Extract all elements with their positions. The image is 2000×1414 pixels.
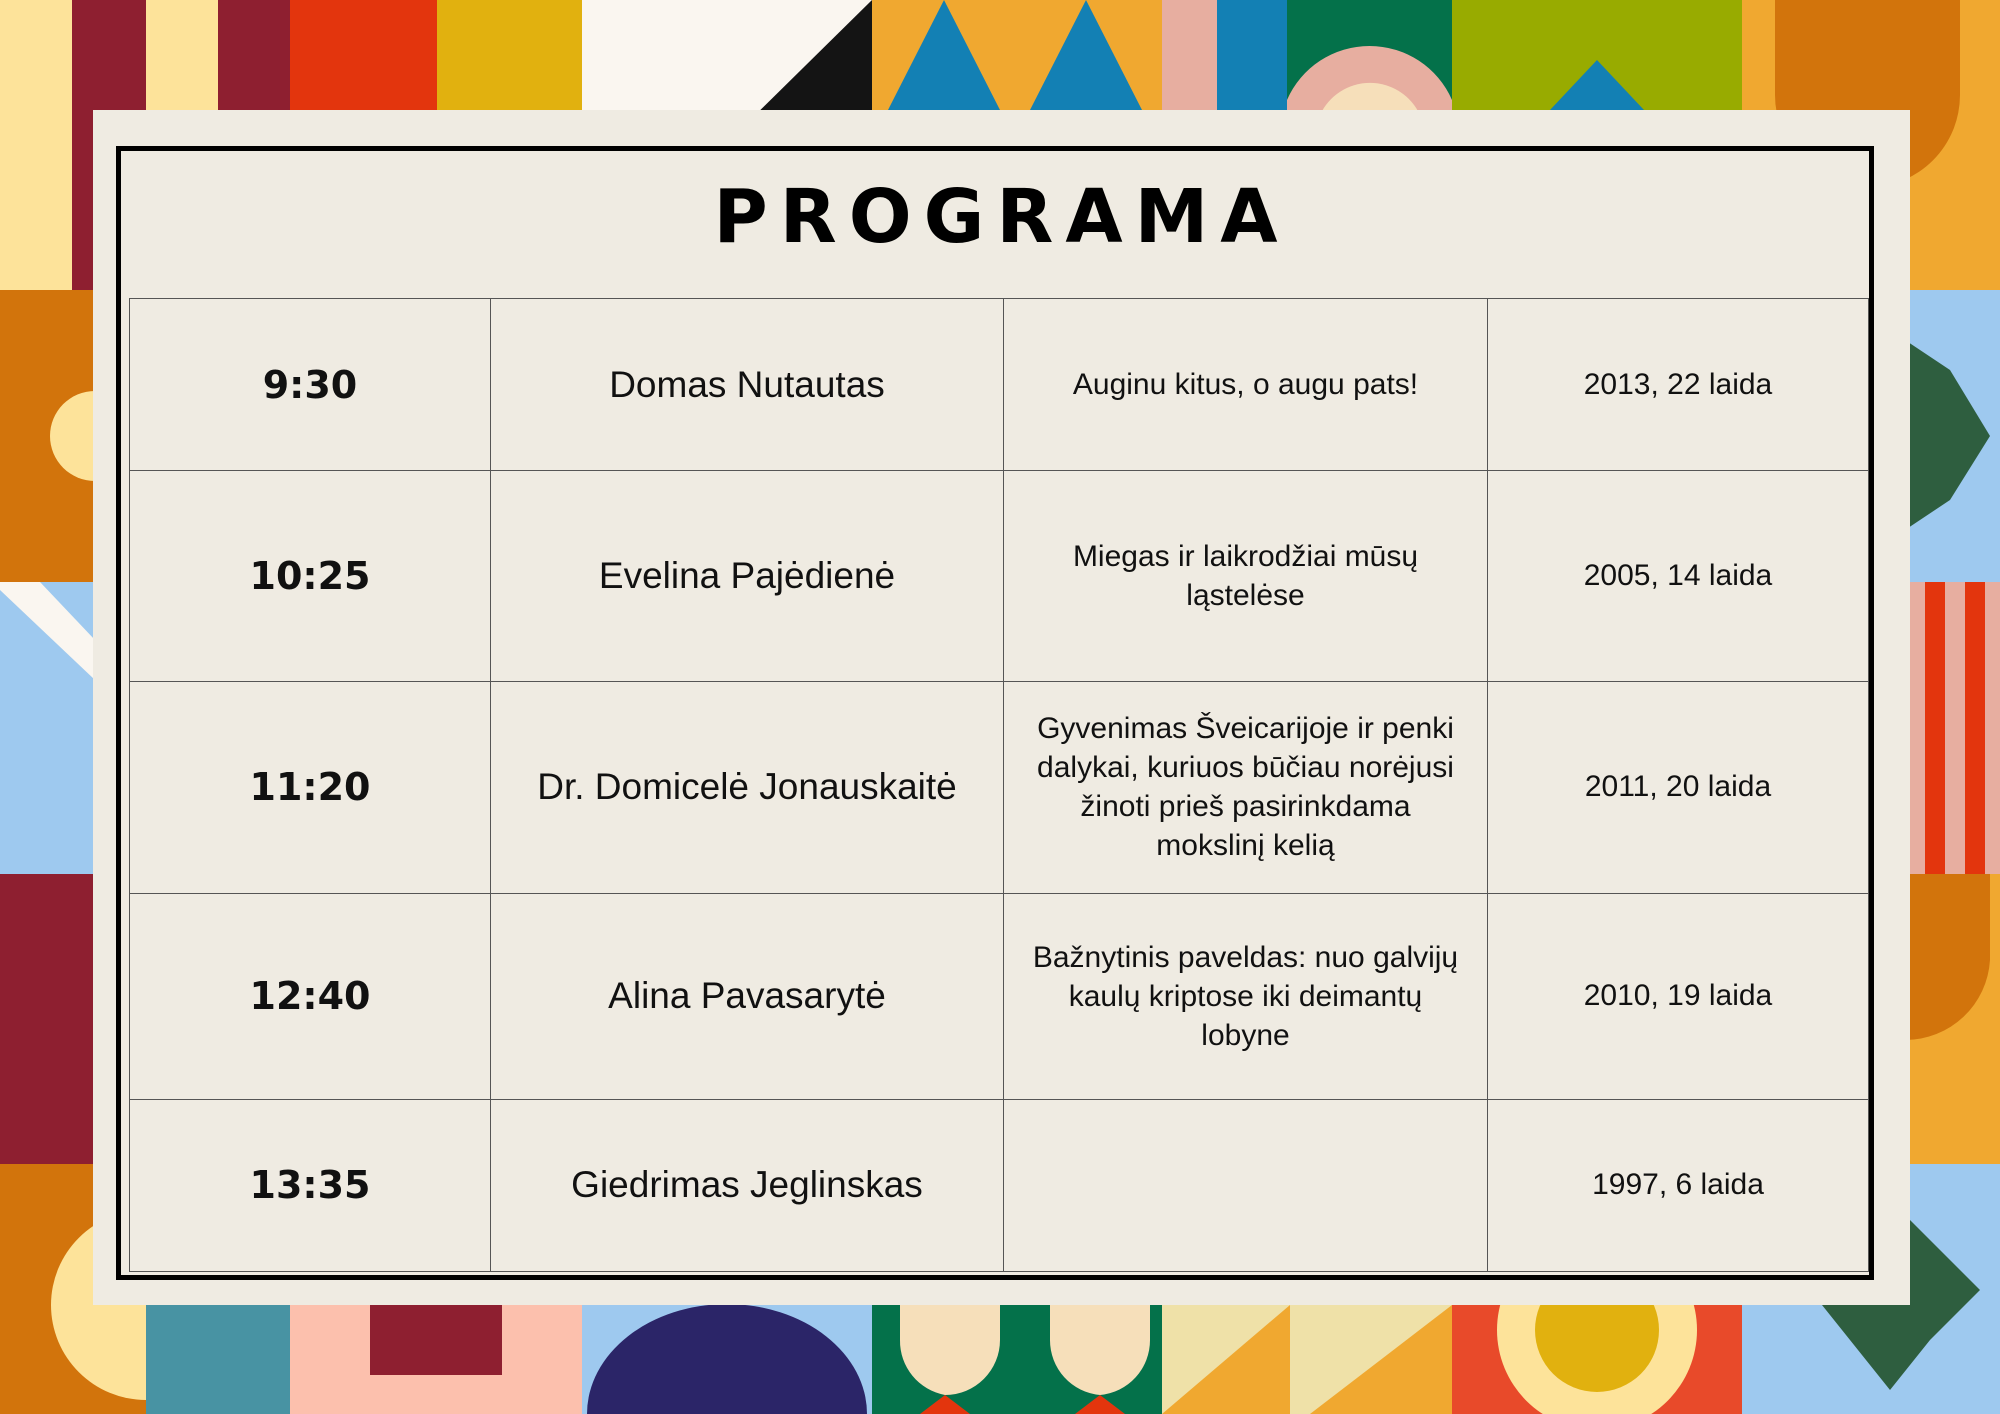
time-cell: 11:20: [130, 681, 491, 893]
speaker-cell: Alina Pavasarytė: [491, 894, 1004, 1099]
graduation-cell: 2011, 20 laida: [1488, 681, 1869, 893]
table-row: [130, 1099, 1869, 1271]
topic-cell: Auginu kitus, o augu pats!: [1004, 299, 1488, 471]
table-row: [130, 471, 1869, 681]
time-cell: 13:35: [130, 1099, 491, 1271]
speaker-cell: Evelina Pajėdienė: [491, 471, 1004, 681]
graduation-cell: 2005, 14 laida: [1488, 471, 1869, 681]
topic-cell: [1004, 1099, 1488, 1271]
table-row: [130, 681, 1869, 893]
time-cell: 9:30: [130, 299, 491, 471]
topic-cell: Gyvenimas Šveicarijoje ir penki dalykai, kuriuos būčiau norėjusi žinoti prieš pasirinkdama mokslinį kelią: [1004, 681, 1488, 893]
page-title: PROGRAMA: [713, 174, 1290, 260]
speaker-cell: Giedrimas Jeglinskas: [491, 1099, 1004, 1271]
topic-cell: Miegas ir laikrodžiai mūsų ląstelėse: [1004, 471, 1488, 681]
table-row: [130, 299, 1869, 471]
graduation-cell: 1997, 6 laida: [1488, 1099, 1869, 1271]
graduation-cell: 2010, 19 laida: [1488, 894, 1869, 1099]
table-row: [130, 894, 1869, 1099]
speaker-cell: Dr. Domicelė Jonauskaitė: [491, 681, 1004, 893]
time-cell: 10:25: [130, 471, 491, 681]
time-cell: 12:40: [130, 894, 491, 1099]
speaker-cell: Domas Nutautas: [491, 299, 1004, 471]
graduation-cell: 2013, 22 laida: [1488, 299, 1869, 471]
program-table: [129, 298, 1869, 1272]
topic-cell: Bažnytinis paveldas: nuo galvijų kaulų kriptose iki deimantų lobyne: [1004, 894, 1488, 1099]
program-card: [93, 110, 1910, 1305]
